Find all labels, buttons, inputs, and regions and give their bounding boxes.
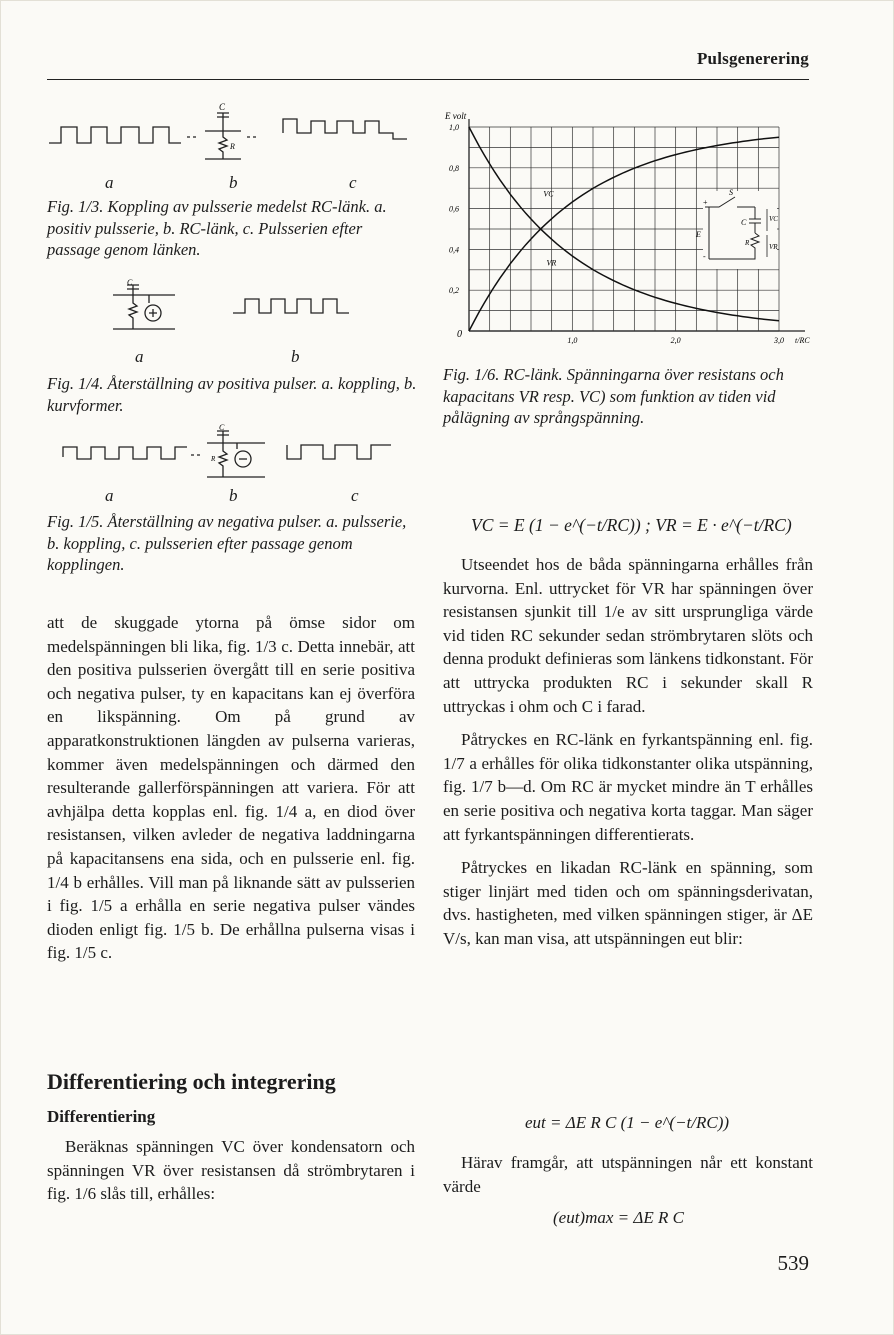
fig13-caption: Fig. 1/3. Koppling av pulsserie medelst RC-länk. a. positiv pulsserie, b. RC-länk, c. Pulsserien efter passage genom länken. (47, 197, 387, 259)
left-column-body (47, 611, 415, 965)
chart-ylabel: E volt (445, 111, 467, 121)
pulse-train-a (63, 447, 187, 459)
y-tick-label: 0,8 (449, 163, 459, 173)
series-label-vr: VR (546, 258, 557, 268)
fig15-label-b: b (229, 486, 238, 505)
inset-c-label: C (741, 218, 747, 227)
x-axis-label: t/RC (795, 336, 810, 345)
inset-r-label: R (745, 239, 750, 247)
inset-minus-label: - (703, 252, 706, 261)
fig15-r-label: R (211, 455, 216, 463)
right-paragraph-2: Påtryckes en RC-länk en fyrkantspänning enl. fig. 1/7 a erhålles för olika tidkonstanter olika utspänning, fig. 1/7 b—d. Om RC är mycket mindre än T erhålles en serie positiva och negativa korta taggar. Man säger att fyrkantspänningen differentierats. (443, 730, 813, 844)
fig13-r-label: R (230, 142, 235, 151)
right-paragraph-4: Härav framgår, att utspänningen når ett konstant värde (443, 1153, 813, 1196)
y-tick-label: 1,0 (449, 123, 459, 132)
series-label-vc: VC (543, 189, 554, 199)
fig16-caption: Fig. 1/6. RC-länk. Spänningarna över resistans och kapacitans VR resp. VC) som funktion av tiden vid pålägning av språngspänning. (443, 365, 784, 427)
inset-e-label: E (696, 230, 701, 239)
fig14-caption: Fig. 1/4. Återställning av positiva pulser. a. koppling, b. kurvformer. (47, 374, 417, 415)
fig-1-4-diagram (111, 278, 361, 339)
x-tick-label: 2,0 (670, 336, 681, 345)
chart-inset-circuit (703, 191, 777, 269)
right-column-body (443, 553, 813, 951)
pulse-train-a (49, 127, 181, 143)
right-paragraph-3: Påtryckes en likadan RC-länk en spänning, som stiger linjärt med tiden och om spänningsderivatan, dvs. hastigheten, med vilken spänningen stiger, är ΔE V/s, kan man visa, att utspänningen eut blir: (443, 858, 813, 948)
section-heading: Differentiering och integrering (47, 1069, 336, 1094)
fig-1-6-chart (441, 109, 821, 353)
header-title: Pulsgenerering (696, 49, 809, 68)
equation-2: eut = ΔE R C (1 − e^(−t/RC)) (525, 1113, 730, 1132)
fig15-label-c: c (351, 486, 359, 505)
fig-1-3-diagram (47, 101, 417, 171)
y-tick-label: 0,6 (449, 204, 459, 214)
right-paragraph-1: Utseendet hos de båda spänningarna erhålles från kurvorna. Enl. uttrycket för VR har spänningen över resistansen sjunkit till 1/e av sitt ursprungliga värde vid tiden RC sekunder sedan strömbrytaren slöts och denna produkt definieras som länkens tidkonstant. För att uttrycka produkten RC i sekunder skall R uttryckas i ohm och C i farad. (443, 555, 813, 716)
fig-1-5-diagram (61, 425, 411, 483)
y-tick-label: 0,4 (449, 245, 459, 255)
x-tick-label: 1,0 (567, 336, 578, 345)
left-column-body-2 (47, 1135, 415, 1206)
equation-1: VC = E (1 − e^(−t/RC)) ; VR = E · e^(−t/RC) (471, 515, 792, 535)
fig13-label-c: c (349, 173, 357, 192)
chart-origin-label: 0 (457, 329, 462, 340)
pulse-train-b (233, 299, 349, 313)
fig14-label-b: b (291, 347, 300, 366)
diode-reset-circuit (113, 285, 175, 329)
equation-3: (eut)max = ΔE R C (553, 1208, 684, 1227)
fig14-label-a: a (135, 347, 144, 366)
fig15-label-a: a (105, 486, 114, 505)
page-number: 539 (777, 1251, 809, 1275)
running-header (47, 47, 809, 80)
inset-vr-label: VR (769, 243, 778, 251)
left-paragraph-2: Beräknas spänningen VC över kondensatorn och spänningen VR över resistansen då strömbrytaren i fig. 1/6 slås till, erhålles: (47, 1137, 415, 1204)
inset-s-label: S (729, 188, 733, 197)
fig15-c-label: C (219, 423, 225, 432)
inset-vc-label: VC (769, 215, 778, 223)
left-paragraph-1: att de skuggade ytorna på ömse sidor om medelspänningen bli lika, fig. 1/3 c. Detta innebär, att den positiva pulsserien övergått till en serie positiva och negativa pulser, ty en kapacitans kan ej överföra en likspänning. Om på grund av apparatkonstruktionen längden av pulserna varieras, kommer även medelspänningen och därmed den resulterande gallerförspänningen att variera. För att avhjälpa detta kopplas enl. fig. 1/4 a, en diod över resistansen, vilken avleder de negativa laddningarna på kapacitansens ena sida, och en pulsserie enl. fig. 1/4 b erhålles. Vill man på liknande sätt av pulsserien i fig. 1/5 a erhålla en serie negativa pulser vändes dioden enligt fig. 1/5 b. De erhållna pulserna visas i fig. 1/5 c. (47, 613, 415, 963)
pulse-train-c (283, 119, 407, 139)
x-tick-label: 3,0 (774, 336, 784, 345)
right-column-body-2 (443, 1151, 813, 1198)
fig13-label-b: b (229, 173, 238, 192)
pulse-train-c (287, 445, 391, 459)
fig15-caption: Fig. 1/5. Återställning av negativa pulser. a. pulsserie, b. koppling, c. pulsserien efter passage genom kopplingen. (47, 512, 407, 574)
rc-link (205, 113, 241, 159)
y-tick-label: 0,2 (449, 286, 459, 296)
inset-plus-label: + (703, 198, 708, 207)
fig13-c-label: C (219, 102, 226, 112)
fig14-c-label: C (127, 278, 133, 287)
fig13-label-a: a (105, 173, 114, 192)
subsection-heading: Differentiering (47, 1107, 156, 1126)
